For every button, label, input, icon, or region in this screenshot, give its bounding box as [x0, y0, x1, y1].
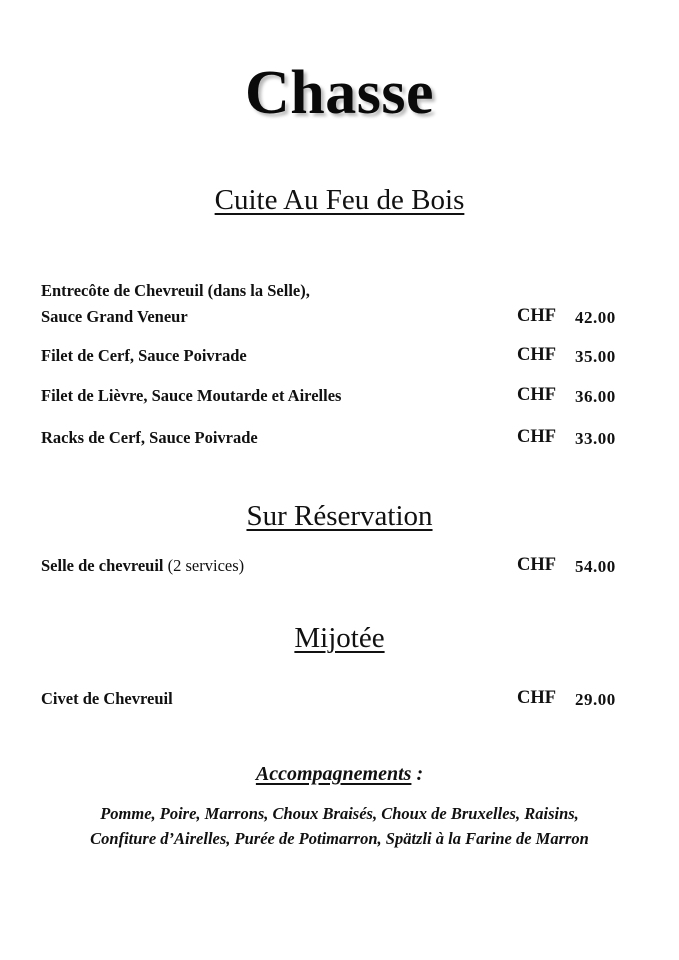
menu-item-name — [41, 558, 244, 575]
menu-item-name-line2: Sauce Grand Veneur — [41, 307, 188, 326]
menu-item-name-text: Selle de chevreuil — [41, 556, 164, 575]
menu-item-price: 54.00 — [575, 557, 616, 576]
menu-item-currency: CHF — [517, 306, 557, 326]
menu-item-price: 42.00 — [575, 308, 616, 327]
accompaniments-line: Pomme, Poire, Marrons, Choux Braisés, Choux de Bruxelles, Raisins, — [100, 804, 579, 823]
accompaniments-line: Confiture d’Airelles, Purée de Potimarron, Spätzli à la Farine de Marron — [90, 829, 589, 848]
menu-item-currency: CHF — [517, 688, 557, 708]
menu-item-currency: CHF — [517, 345, 557, 365]
section-heading-mijotee — [0, 624, 679, 653]
menu-item-name-line1: Entrecôte de Chevreuil (dans la Selle), — [41, 281, 310, 300]
section-heading-text: Cuite Au Feu de Bois — [214, 184, 465, 216]
menu-item-name: Racks de Cerf, Sauce Poivrade — [41, 428, 258, 447]
menu-item-name: Filet de Lièvre, Sauce Moutarde et Airelles — [41, 386, 342, 405]
menu-title: Chasse — [244, 59, 435, 127]
menu-item-name: Filet de Cerf, Sauce Poivrade — [41, 346, 247, 365]
section-heading-cuite-au-feu — [0, 186, 679, 215]
menu-item-currency: CHF — [517, 385, 557, 405]
menu-item-price: 29.00 — [575, 690, 616, 709]
menu-item-note: (2 services) — [167, 556, 245, 575]
menu-item-price: 36.00 — [575, 387, 616, 406]
menu-item-currency: CHF — [517, 555, 557, 575]
section-heading-text: Mijotée — [294, 622, 385, 654]
section-heading-sur-reservation — [0, 502, 679, 531]
menu-item-name: Civet de Chevreuil — [41, 689, 173, 708]
menu-item-price: 35.00 — [575, 347, 616, 366]
accompaniments-colon: : — [411, 763, 424, 785]
menu-item-currency: CHF — [517, 427, 557, 447]
menu-item-price: 33.00 — [575, 429, 616, 448]
accompaniments-heading — [0, 764, 679, 784]
accompaniments-heading-text: Accompagnements — [255, 763, 412, 785]
section-heading-text: Sur Réservation — [246, 500, 433, 532]
